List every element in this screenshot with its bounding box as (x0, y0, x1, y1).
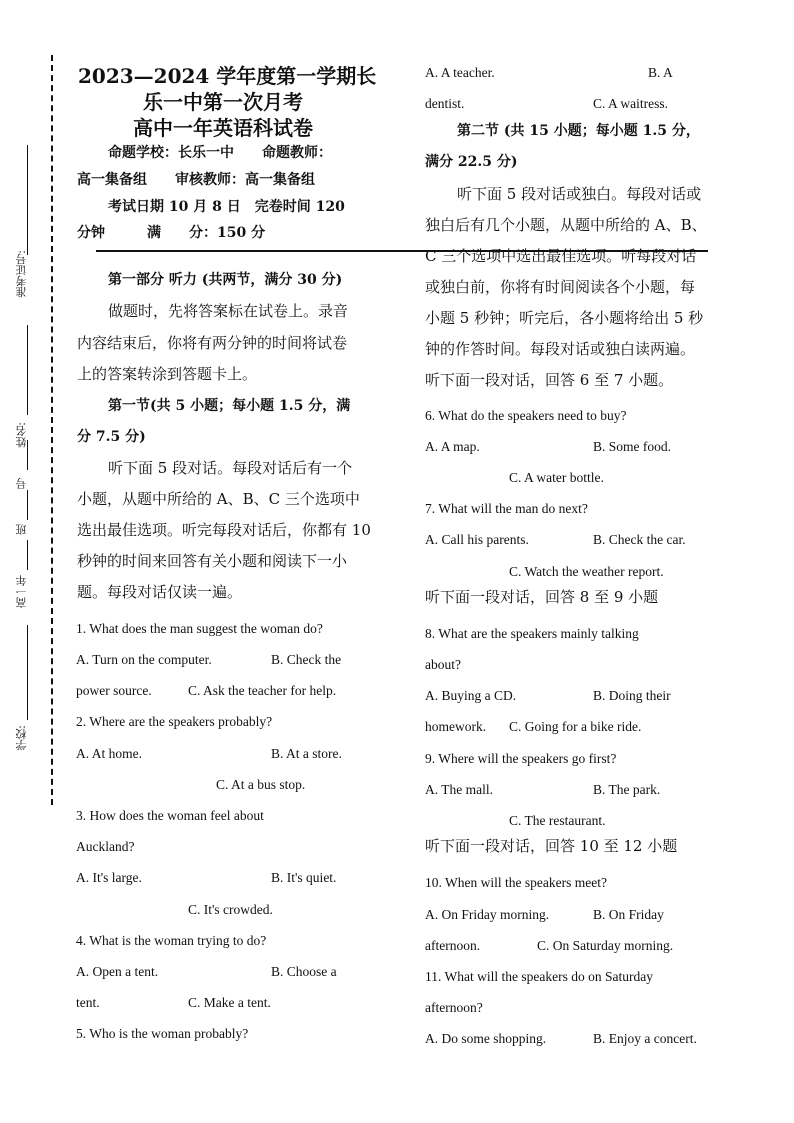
grade-label: 高一年 (15, 575, 28, 608)
section1-instruction: 听下面 5 段对话。每段对话后有一个 (108, 459, 353, 477)
option-a: A. Do some shopping. (425, 1031, 547, 1046)
option-c: C. Ask the teacher for help. (188, 683, 337, 698)
option-b-cont: power source. (76, 683, 152, 698)
option-c: C. A waitress. (593, 96, 669, 111)
part1-instruction: 做题时，先将答案标在试卷上。录音 (108, 302, 349, 320)
question-3: 3. How does the woman feel about (76, 808, 264, 823)
margin-line (27, 325, 28, 415)
part1-instruction: 内容结束后，你将有两分钟的时间将试卷 (77, 334, 348, 352)
option-b: B. Doing their (593, 688, 671, 703)
group-instruction: 听下面一段对话，回答 8 至 9 小题 (425, 588, 659, 606)
option-b-cont: dentist. (425, 96, 465, 111)
section1-instruction: 秒钟的时间来回答有关小题和阅读下一小 (77, 552, 348, 570)
option-b: B. Check the (271, 652, 342, 667)
option-b: B. On Friday (593, 907, 664, 922)
option-b: B. Choose a (271, 964, 337, 979)
option-b: B. At a store. (271, 746, 342, 761)
option-c: C. A water bottle. (509, 470, 604, 485)
section2-title: 第二节 (共 15 小题；每小题 1.5 分， (457, 123, 700, 139)
option-a: A. Call his parents. (425, 532, 529, 547)
exam-title-line1: 2023—2024 学年度第一学期长 (78, 64, 377, 88)
question-6: 6. What do the speakers need to buy? (425, 408, 627, 423)
margin-line (27, 490, 28, 520)
question-4: 4. What is the woman trying to do? (76, 933, 267, 948)
question-8: 8. What are the speakers mainly talking (425, 626, 639, 641)
option-a: A. A map. (425, 439, 480, 454)
section2-instruction: 或独白前，你将有时间阅读各个小题，每 (425, 278, 696, 296)
section1-instruction: 题。每段对话仅读一遍。 (77, 583, 243, 601)
section2-instruction: 小题 5 秒钟；听完后，各小题将给出 5 秒 (425, 309, 704, 327)
option-b: B. It's quiet. (271, 870, 337, 885)
section1-instruction: 小题，从题中所给的 A、B、C 三个选项中 (77, 490, 360, 508)
option-a: A. Buying a CD. (425, 688, 517, 703)
option-b-cont: afternoon. (425, 938, 481, 953)
option-b: B. Check the car. (593, 532, 686, 547)
option-a: A. The mall. (425, 782, 493, 797)
section2-title: 满分 22.5 分) (425, 154, 518, 170)
group-instruction: 听下面一段对话，回答 10 至 12 小题 (425, 837, 678, 855)
section2-instruction: 听下面 5 段对话或独白。每段对话或 (457, 185, 702, 203)
question-1: 1. What does the man suggest the woman do? (76, 621, 323, 636)
question-5: 5. Who is the woman probably? (76, 1026, 249, 1041)
exam-info-line2: 高一集备组 审核教师：高一集备组 (77, 172, 315, 188)
question-10: 10. When will the speakers meet? (425, 875, 607, 890)
option-b: B. The park. (593, 782, 661, 797)
margin-line (27, 145, 28, 255)
section2-instruction: 独白后有几个小题，从题中所给的 A、B、 (425, 216, 707, 234)
section1-instruction: 选出最佳选项。听完每段对话后，你都有 10 (77, 521, 371, 539)
margin-line (27, 440, 28, 470)
option-c: C. Going for a bike ride. (509, 719, 642, 734)
margin-line (27, 625, 28, 720)
option-a: A. A teacher. (425, 65, 495, 80)
option-c: C. The restaurant. (509, 813, 606, 828)
part1-title: 第一部分 听力 (共两节，满分 30 分) (108, 272, 343, 288)
option-c: C. At a bus stop. (216, 777, 306, 792)
question-11-cont: afternoon? (425, 1000, 483, 1015)
exam-info-line1: 命题学校：长乐一中 命题教师： (108, 145, 332, 161)
margin-line (27, 540, 28, 570)
seat-number-label: 号 (15, 478, 28, 489)
exam-info-line3: 考试日期 10 月 8 日 完卷时间 120 (108, 199, 345, 215)
section1-title: 第一节(共 5 小题；每小题 1.5 分，满 (108, 398, 351, 414)
exam-id-label: 准考证号: (15, 250, 28, 298)
section2-instruction: 钟的作答时间。每段对话或独白读两遍。 (425, 340, 696, 358)
option-b: B. Some food. (593, 439, 672, 454)
option-b-cont: homework. (425, 719, 487, 734)
school-label: 学校: (15, 725, 28, 751)
option-c: C. It's crowded. (188, 902, 273, 917)
exam-title-line2: 乐一中第一次月考 (143, 90, 303, 114)
option-b-cont: tent. (76, 995, 100, 1010)
name-label: 姓名: (15, 422, 28, 448)
option-c: C. Make a tent. (188, 995, 271, 1010)
question-2: 2. Where are the speakers probably? (76, 714, 273, 729)
question-9: 9. Where will the speakers go first? (425, 751, 617, 766)
exam-title-line3: 高中一年英语科试卷 (133, 116, 313, 140)
option-b: B. A (648, 65, 673, 80)
part1-instruction: 上的答案转涂到答题卡上。 (77, 365, 258, 383)
exam-info-line4: 分钟 满 分：150 分 (77, 225, 266, 241)
class-label: 班 (15, 524, 28, 535)
question-3-cont: Auckland? (76, 839, 135, 854)
group-instruction: 听下面一段对话，回答 6 至 7 小题。 (425, 371, 674, 389)
question-7: 7. What will the man do next? (425, 501, 588, 516)
option-a: A. It's large. (76, 870, 142, 885)
option-a: A. Turn on the computer. (76, 652, 212, 667)
option-b: B. Enjoy a concert. (593, 1031, 697, 1046)
option-a: A. On Friday morning. (425, 907, 550, 922)
section2-instruction: C 三个选项中选出最佳选项。听每段对话 (425, 247, 697, 265)
section1-title: 分 7.5 分) (77, 429, 146, 445)
option-c: C. On Saturday morning. (537, 938, 674, 953)
option-a: A. At home. (76, 746, 142, 761)
option-a: A. Open a tent. (76, 964, 159, 979)
option-c: C. Watch the weather report. (509, 564, 664, 579)
question-11: 11. What will the speakers do on Saturday (425, 969, 653, 984)
binding-dash-line (51, 55, 53, 805)
question-8-cont: about? (425, 657, 461, 672)
